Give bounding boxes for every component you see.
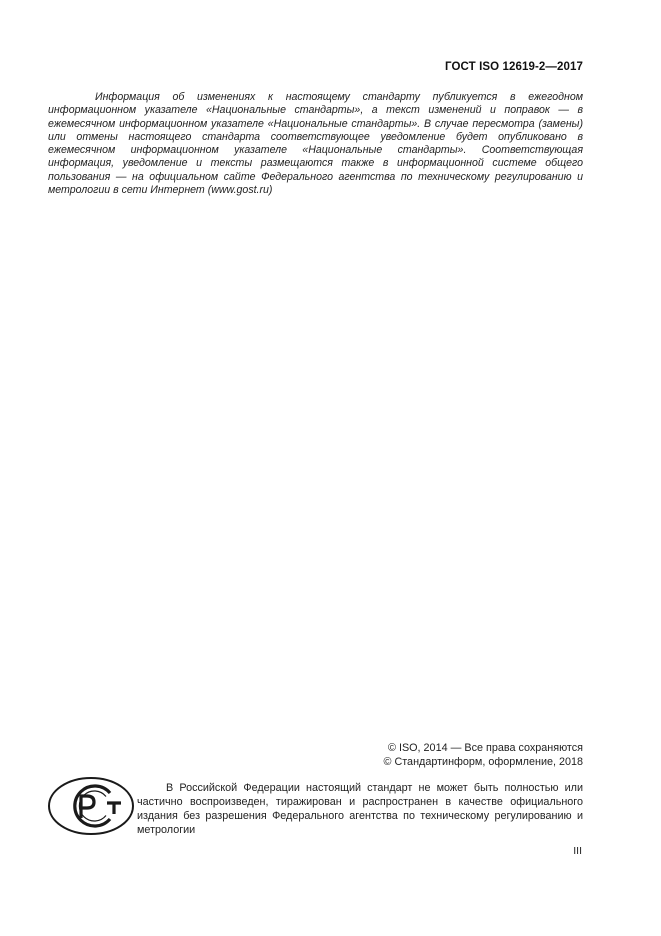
rst-certification-mark-icon [47,776,135,836]
copyright-iso-line: © ISO, 2014 — Все права сохраняются [388,742,583,754]
page-number: III [573,845,582,857]
copyright-standartinform-line: © Стандартинформ, оформление, 2018 [383,756,583,768]
amendments-info-paragraph: Информация об изменениях к настоящему стандарту публикуется в ежегодном информационном указателе «Национальные стандарты», а текст изменений и поправок — в ежемесячном информационном указателе «Национальные стандарты». В случае пересмотра (замены) или отмены настоящего стандарта соответствующее уведомление будет опубликовано в ежемесячном информационном указателе «Национальные стандарты». Соответствующая информация, уведомление и тексты размещаются также в информационной системе общего пользования — на официальном сайте Федерального агентства по техническому регулированию и метрологии в сети Интернет (www.gost.ru) [48,91,583,197]
reproduction-notice-paragraph: В Российской Федерации настоящий стандарт не может быть полностью или частично воспроизведен, тиражирован и распространен в качестве официального издания без разрешения Федерального агентства по техническому регулированию и метрологии [137,782,583,836]
copyright-block [383,741,583,769]
document-standard-id: ГОСТ ISO 12619-2—2017 [445,61,583,73]
